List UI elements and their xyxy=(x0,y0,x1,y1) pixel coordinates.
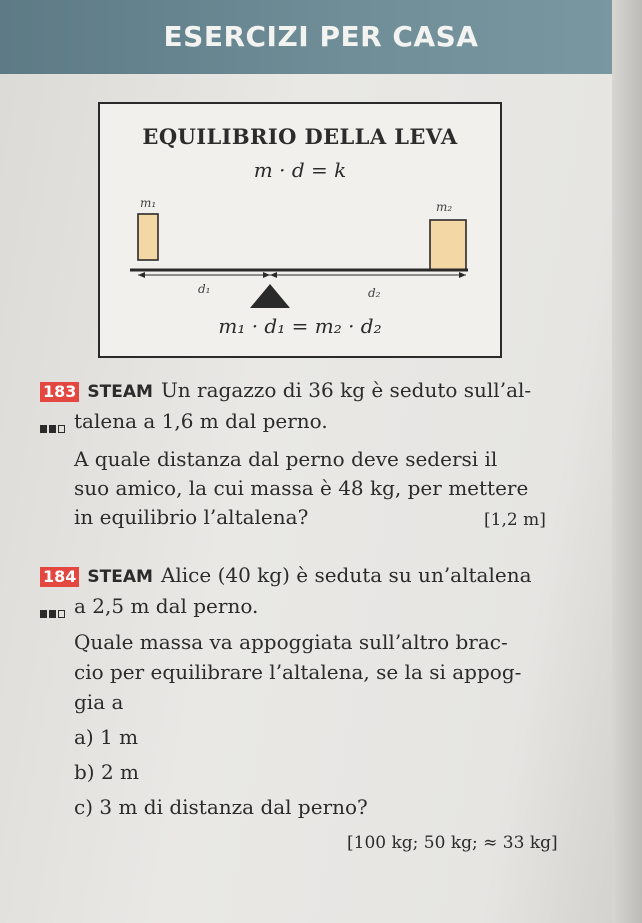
exercise-number: 184 xyxy=(40,567,79,587)
page-edge xyxy=(612,0,642,923)
exercise-text-line: Alice (40 kg) è seduta su un’altalena xyxy=(160,563,532,587)
exercise-text-line: in equilibrio l’altalena? xyxy=(74,505,309,529)
mass-m1-box xyxy=(138,214,158,260)
exercise-text-line: Quale massa va appoggiata sull’altro brac- xyxy=(74,630,508,654)
d1-arrowhead-right xyxy=(263,272,270,278)
lever-info-box xyxy=(98,102,502,358)
page-title: ESERCIZI PER CASA xyxy=(163,20,479,53)
d1-arrowhead-left xyxy=(138,272,145,278)
d2-arrowhead-right xyxy=(459,272,466,278)
exercise-text-line: talena a 1,6 m dal perno. xyxy=(74,409,328,433)
exercise-184-heading xyxy=(40,563,532,587)
box-formula-equilibrium: m₁ · d₁ = m₂ · d₂ xyxy=(218,314,382,338)
exercise-answer: [1,2 m] xyxy=(484,510,546,530)
steam-tag: STEAM xyxy=(87,382,153,402)
option-c: c) 3 m di distanza dal perno? xyxy=(74,795,368,819)
exercise-number: 183 xyxy=(40,382,79,402)
fulcrum-triangle xyxy=(250,284,290,308)
difficulty-indicator xyxy=(40,603,67,622)
box-formula: m · d = k xyxy=(253,158,347,182)
label-d1: d₁ xyxy=(198,282,211,296)
box-title: EQUILIBRIO DELLA LEVA xyxy=(142,124,458,149)
exercise-183-heading xyxy=(40,378,531,402)
label-m2: m₂ xyxy=(436,200,453,214)
option-b: b) 2 m xyxy=(74,760,140,784)
exercise-text-line: a 2,5 m dal perno. xyxy=(74,594,259,618)
steam-tag: STEAM xyxy=(87,567,153,587)
exercise-text-line: cio per equilibrare l’altalena, se la si appog- xyxy=(74,660,522,684)
exercise-text-line: A quale distanza dal perno deve sedersi il xyxy=(74,447,498,471)
exercise-text-line: suo amico, la cui massa è 48 kg, per mettere xyxy=(74,476,529,500)
label-m1: m₁ xyxy=(140,196,157,210)
exercise-text-line: Un ragazzo di 36 kg è seduto sull’al- xyxy=(160,378,532,402)
d2-arrowhead-left xyxy=(270,272,277,278)
label-d2: d₂ xyxy=(368,286,381,300)
exercise-text-line: gia a xyxy=(74,690,124,714)
exercise-answer: [100 kg; 50 kg; ≈ 33 kg] xyxy=(347,833,558,853)
mass-m2-box xyxy=(430,220,466,270)
difficulty-indicator xyxy=(40,418,67,437)
option-a: a) 1 m xyxy=(74,725,139,749)
